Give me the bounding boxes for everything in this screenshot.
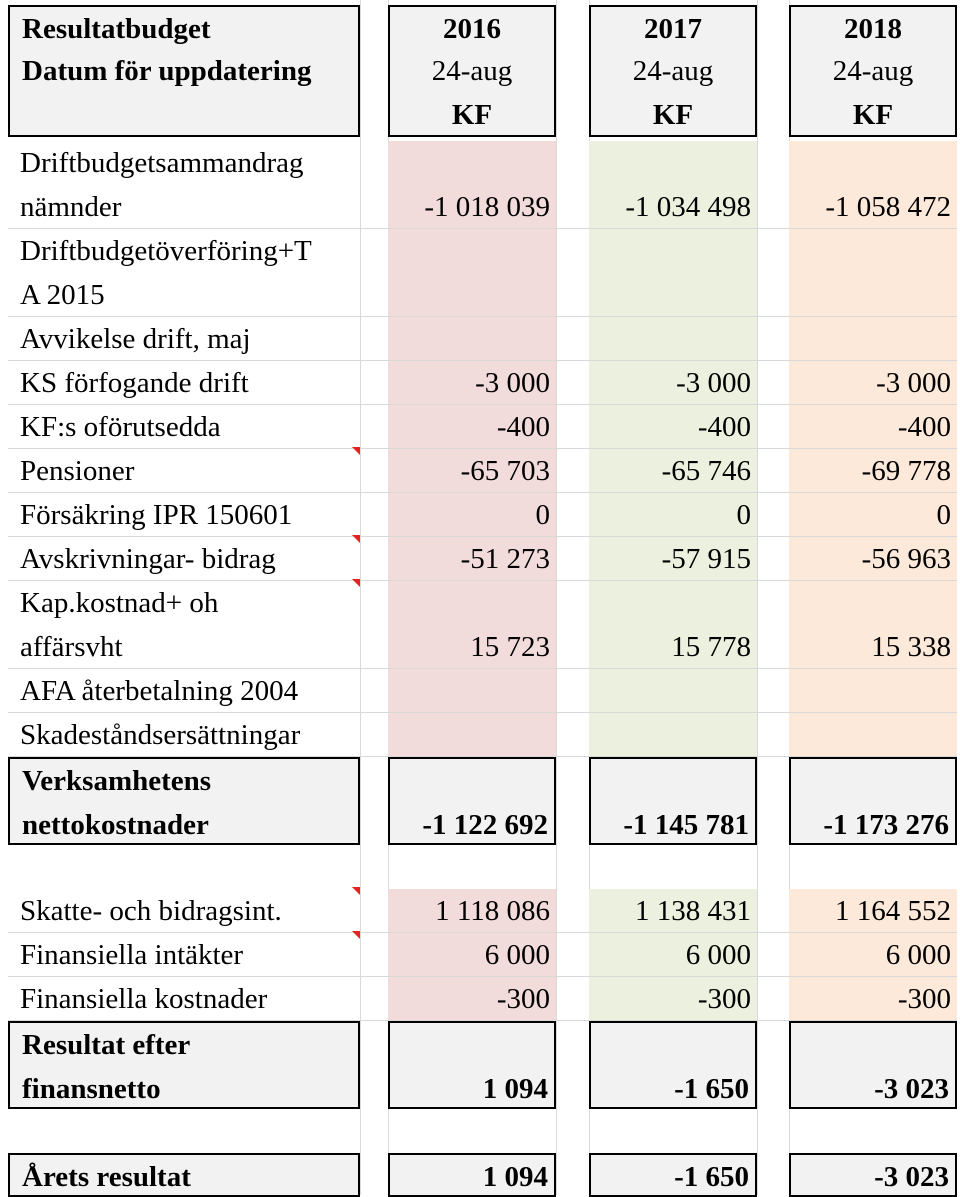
row-value-2016[interactable]	[388, 317, 556, 361]
gridline	[757, 0, 758, 1195]
row-value-2018[interactable]	[789, 317, 957, 361]
row-value-2017[interactable]: 0	[589, 493, 757, 537]
gridline	[360, 0, 361, 1195]
row-label[interactable]	[8, 493, 360, 537]
year-header-1[interactable]: 2016	[388, 5, 556, 49]
net-cost-value-2016[interactable]: -1 122 692	[388, 757, 556, 845]
row-label[interactable]	[8, 361, 360, 405]
result-after-financing-label-line: Resultat efter	[22, 1029, 191, 1061]
row-label-line: affärsvht	[20, 631, 123, 663]
net-cost-label-line: Verksamhetens	[22, 765, 212, 797]
row-value-2018[interactable]	[789, 713, 957, 757]
financing-label-line: Finansiella intäkter	[20, 939, 244, 971]
financing-label[interactable]	[8, 889, 360, 933]
row-label[interactable]	[8, 713, 360, 757]
row-value-2017[interactable]: -400	[589, 405, 757, 449]
row-value-2016[interactable]: 15 723	[388, 581, 556, 669]
annual-result-value-2017[interactable]: -1 650	[589, 1153, 757, 1197]
financing-value-2017[interactable]: 1 138 431	[589, 889, 757, 933]
row-label-line: Kap.kostnad+ oh	[20, 587, 219, 619]
row-value-2018[interactable]: -56 963	[789, 537, 957, 581]
update-date-2[interactable]: 24-aug	[589, 49, 757, 93]
financing-value-2018[interactable]: 6 000	[789, 933, 957, 977]
financing-value-2016[interactable]: 6 000	[388, 933, 556, 977]
row-value-2016[interactable]	[388, 229, 556, 317]
row-label-line: AFA återbetalning 2004	[20, 675, 299, 707]
row-label[interactable]	[8, 581, 360, 669]
financing-label[interactable]	[8, 933, 360, 977]
gridline	[556, 0, 557, 1195]
row-value-2018[interactable]: 0	[789, 493, 957, 537]
financing-label-line: Skatte- och bidragsint.	[20, 895, 282, 927]
comment-marker-icon[interactable]	[352, 887, 360, 895]
row-value-2017[interactable]: -57 915	[589, 537, 757, 581]
row-value-2017[interactable]	[589, 669, 757, 713]
row-label-line: KF:s oförutsedda	[20, 411, 221, 443]
decision-2[interactable]: KF	[589, 93, 757, 137]
row-label-line: Skadeståndsersättningar	[20, 719, 301, 751]
row-label[interactable]	[8, 141, 360, 229]
comment-marker-icon[interactable]	[352, 931, 360, 939]
row-label-line: Avskrivningar- bidrag	[20, 543, 276, 575]
row-label-line: Driftbudgetöverföring+T	[20, 235, 312, 267]
row-label[interactable]	[8, 449, 360, 493]
financing-value-2017[interactable]: 6 000	[589, 933, 757, 977]
result-after-financing-value-2018[interactable]: -3 023	[789, 1021, 957, 1109]
decision-1[interactable]: KF	[388, 93, 556, 137]
row-value-2016[interactable]: -3 000	[388, 361, 556, 405]
comment-marker-icon[interactable]	[352, 579, 360, 587]
row-value-2017[interactable]	[589, 229, 757, 317]
row-value-2017[interactable]: -1 034 498	[589, 141, 757, 229]
row-value-2018[interactable]	[789, 229, 957, 317]
financing-label-line: Finansiella kostnader	[20, 983, 268, 1015]
row-label[interactable]	[8, 317, 360, 361]
row-value-2016[interactable]: -51 273	[388, 537, 556, 581]
net-cost-value-2018[interactable]: -1 173 276	[789, 757, 957, 845]
row-value-2017[interactable]	[589, 713, 757, 757]
row-value-2018[interactable]: -69 778	[789, 449, 957, 493]
row-label-line: KS förfogande drift	[20, 367, 249, 399]
financing-label[interactable]	[8, 977, 360, 1021]
row-label-line: nämnder	[20, 191, 122, 223]
row-value-2017[interactable]: -65 746	[589, 449, 757, 493]
result-after-financing-value-2017[interactable]: -1 650	[589, 1021, 757, 1109]
year-header-3[interactable]: 2018	[789, 5, 957, 49]
decision-3[interactable]: KF	[789, 93, 957, 137]
result-after-financing-label[interactable]	[8, 1021, 360, 1109]
result-after-financing-label-line: finansnetto	[22, 1073, 161, 1105]
annual-result-value-2016[interactable]: 1 094	[388, 1153, 556, 1197]
net-cost-label[interactable]	[8, 757, 360, 845]
row-value-2016[interactable]: -65 703	[388, 449, 556, 493]
row-value-2018[interactable]: -400	[789, 405, 957, 449]
annual-result-label[interactable]	[8, 1153, 360, 1197]
result-after-financing-value-2016[interactable]: 1 094	[388, 1021, 556, 1109]
row-label[interactable]	[8, 537, 360, 581]
row-value-2017[interactable]: -3 000	[589, 361, 757, 405]
row-label-line: Avvikelse drift, maj	[20, 323, 251, 355]
row-value-2016[interactable]: -1 018 039	[388, 141, 556, 229]
row-value-2018[interactable]: -3 000	[789, 361, 957, 405]
row-value-2017[interactable]: 15 778	[589, 581, 757, 669]
row-value-2017[interactable]	[589, 317, 757, 361]
date-label[interactable]: Datum för uppdatering	[8, 49, 360, 93]
comment-marker-icon[interactable]	[352, 535, 360, 543]
sheet-title[interactable]: Resultatbudget	[8, 5, 360, 49]
financing-value-2016[interactable]: 1 118 086	[388, 889, 556, 933]
update-date-1[interactable]: 24-aug	[388, 49, 556, 93]
year-header-2[interactable]: 2017	[589, 5, 757, 49]
annual-result-label-line: Årets resultat	[22, 1161, 191, 1193]
financing-value-2016[interactable]: -300	[388, 977, 556, 1021]
annual-result-value-2018[interactable]: -3 023	[789, 1153, 957, 1197]
financing-value-2018[interactable]: 1 164 552	[789, 889, 957, 933]
row-value-2016[interactable]	[388, 669, 556, 713]
row-label[interactable]	[8, 229, 360, 317]
row-label-line: Driftbudgetsammandrag	[20, 147, 304, 179]
row-value-2018[interactable]	[789, 669, 957, 713]
row-value-2018[interactable]: 15 338	[789, 581, 957, 669]
decision-label-empty[interactable]	[8, 93, 360, 137]
net-cost-label-line: nettokostnader	[22, 809, 209, 841]
comment-marker-icon[interactable]	[352, 447, 360, 455]
row-label-line: Pensioner	[20, 455, 135, 487]
row-value-2016[interactable]	[388, 713, 556, 757]
row-value-2018[interactable]: -1 058 472	[789, 141, 957, 229]
financing-value-2018[interactable]: -300	[789, 977, 957, 1021]
row-label[interactable]	[8, 405, 360, 449]
row-label[interactable]	[8, 669, 360, 713]
row-value-2016[interactable]: 0	[388, 493, 556, 537]
net-cost-value-2017[interactable]: -1 145 781	[589, 757, 757, 845]
financing-value-2017[interactable]: -300	[589, 977, 757, 1021]
update-date-3[interactable]: 24-aug	[789, 49, 957, 93]
row-label-line: Försäkring IPR 150601	[20, 499, 293, 531]
row-label-line: A 2015	[20, 279, 105, 311]
row-value-2016[interactable]: -400	[388, 405, 556, 449]
